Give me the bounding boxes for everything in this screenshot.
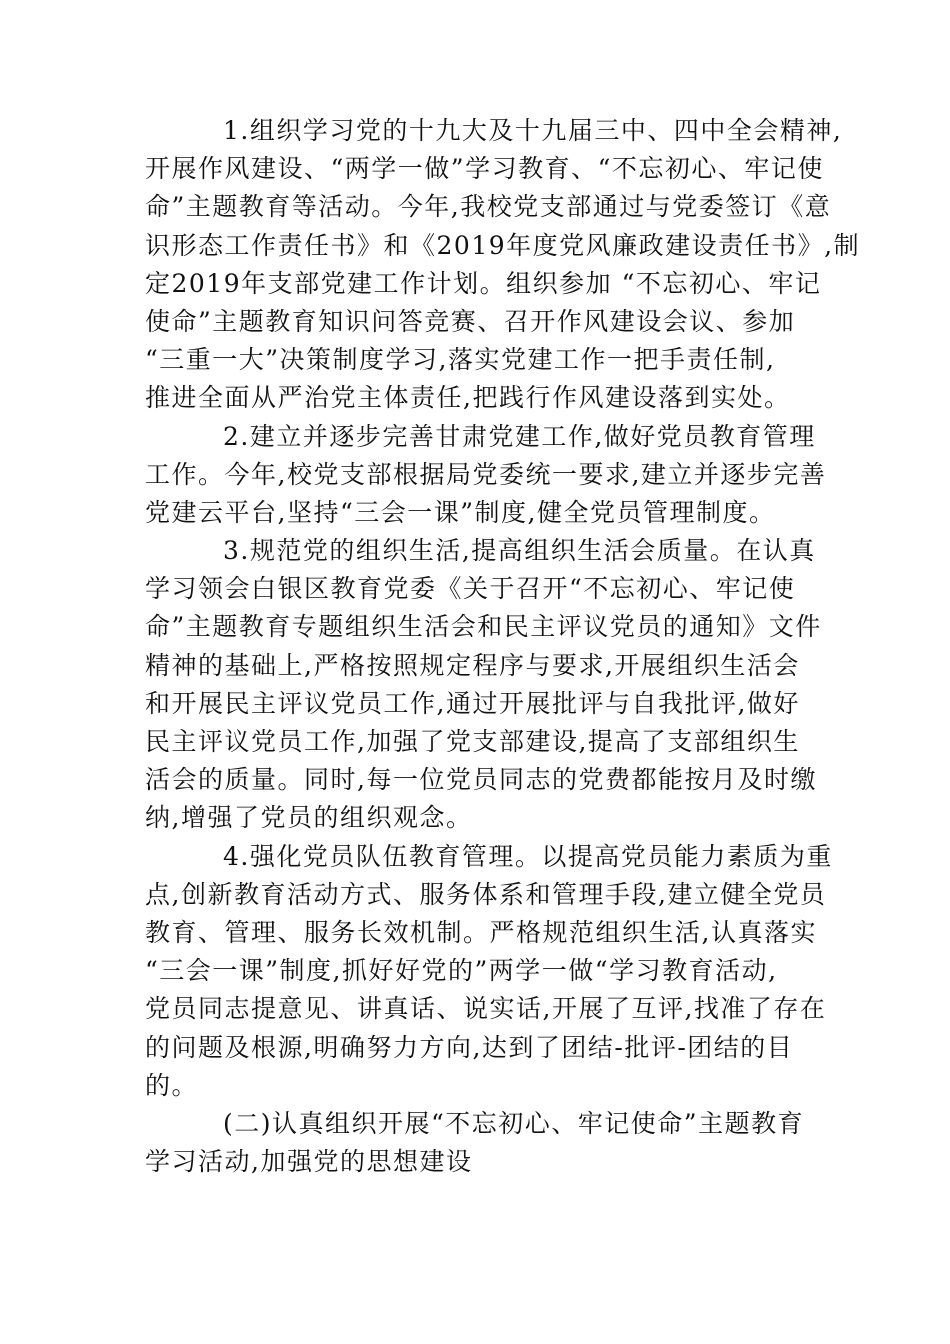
document-body [145,112,861,1181]
paragraph-1-line-4: 识形态工作责任书》和《2019年度党风廉政建设责任书》,制 [145,230,861,260]
paragraph-1-line-2: 开展作风建设、“两学一做”学习教育、“不忘初心、牢记使 [145,154,824,184]
paragraph-1-line-8: 推进全面从严治党主体责任,把践行作风建设落到实处。 [145,383,791,413]
paragraph-4-line-6: 的问题及根源,明确努力方向,达到了团结-批评-团结的目 [145,1032,794,1062]
paragraph-2-line-3: 党建云平台,坚持“三会一课”制度,健全党员管理制度。 [145,497,776,527]
paragraph-3-line-1: 3.规范党的组织生活,提高组织生活会质量。在认真 [223,536,816,566]
section-heading-line-1: (二)认真组织开展“不忘初心、牢记使命”主题教育 [223,1108,805,1138]
paragraph-1-line-6: 使命”主题教育知识问答竞赛、召开作风建设会议、参加 [145,306,796,336]
paragraph-3-line-6: 民主评议党员工作,加强了党支部建设,提高了支部组织生 [145,727,800,756]
paragraph-4-line-1: 4.强化党员队伍教育管理。以提高党员能力素质为重 [223,841,833,871]
paragraph-3-line-4: 精神的基础上,严格按照规定程序与要求,开展组织生活会 [145,650,800,680]
paragraph-1-line-7: “三重一大”决策制度学习,落实党建工作一把手责任制, [145,345,776,375]
paragraph-3-line-5: 和开展民主评议党员工作,通过开展批评与自我批评,做好 [145,688,800,718]
section-heading-line-2: 学习活动,加强党的思想建设 [145,1147,473,1177]
paragraph-4-line-7: 的。 [145,1070,199,1100]
paragraph-2-line-1: 2.建立并逐步完善甘肃党建工作,做好党员教育管理 [223,421,816,451]
paragraph-3-line-7: 活会的质量。同时,每一位党员同志的党费都能按月及时缴 [145,765,817,795]
paragraph-1-line-1: 1.组织学习党的十九大及十九届三中、四中全会精神, [223,116,843,145]
paragraph-3-line-3: 命”主题教育专题组织生活会和民主评议党员的通知》文件 [145,612,822,642]
paragraph-2-line-2: 工作。今年,校党支部根据局党委统一要求,建立并逐步完善 [145,459,827,489]
paragraph-1-line-3: 命”主题教育等活动。今年,我校党支部通过与党委签订《意 [145,192,832,222]
paragraph-3-line-8: 纳,增强了党员的组织观念。 [145,803,473,833]
paragraph-1-line-5: 定2019年支部党建工作计划。组织参加 “不忘初心、牢记 [145,268,822,298]
paragraph-3-line-2: 学习领会白银区教育党委《关于召开“不忘初心、牢记使 [145,574,796,604]
paragraph-4-line-3: 教育、管理、服务长效机制。严格规范组织生活,认真落实 [145,917,817,947]
paragraph-4-line-5: 党员同志提意见、讲真话、说实话,开展了互评,找准了存在 [145,994,827,1024]
paragraph-4-line-2: 点,创新教育活动方式、服务体系和管理手段,建立健全党员 [145,879,827,909]
paragraph-4-line-4: “三会一课”制度,抓好好党的”两学一做“学习教育活动, [145,956,778,986]
